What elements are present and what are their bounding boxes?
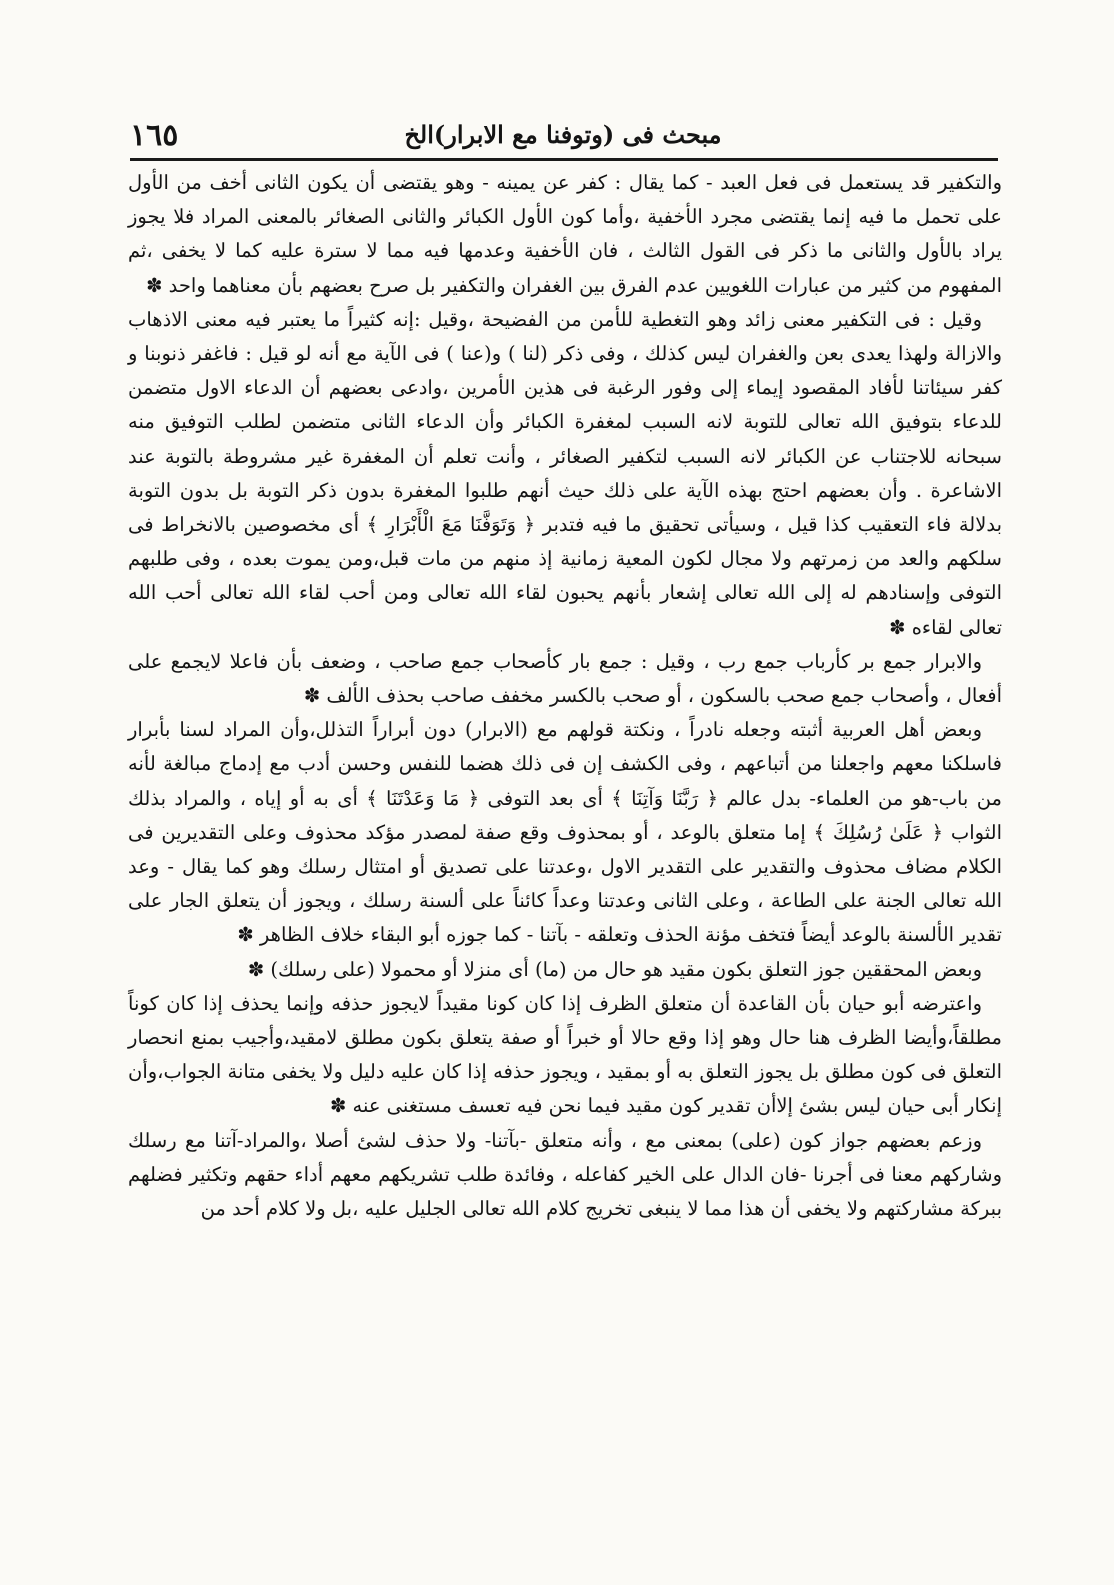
running-title: مبحث فى (وتوفنا مع الابرار)الخ bbox=[404, 120, 722, 149]
page-number: ١٦٥ bbox=[130, 118, 179, 153]
paragraph: واعترضه أبو حيان بأن القاعدة أن متعلق الظرف إذا كان كونا مقيداً لايجوز حذفه وإنما يحذف إذا كان كوناً مطلقاً،وأيضا الظرف هنا حال وهو إذا وقع حالا أو خبراً أو صفة يتعلق بكون مطلق لامقيد،وأجيب بمنع انحصار التعلق فى كون مطلق بل يجوز التعلق به أو بمقيد ، ويجوز حذفه إذا كان عليه دليل ولا يخفى متانة الجواب،وأن إنكار أبى حيان ليس بشئ إلاأن تقدير كون مقيد فيما نحن فيه تعسف مستغنى عنه ✽ bbox=[128, 991, 1002, 1118]
paragraph: وزعم بعضهم جواز كون (على) بمعنى مع ، وأنه متعلق -بآتنا- ولا حذف لشئ أصلا ،والمراد-آتنا مع رسلك وشاركهم معنا فى أجرنا -فان الدال على الخير كفاعله ، وفائدة طلب تشريكهم معهم أداء حقهم وتكثير فضلهم ببركة مشاركتهم ولا يخفى أن هذا مما لا ينبغى تخريج كلام الله تعالى الجليل عليه ،بل ولا كلام أحد من bbox=[128, 1128, 1002, 1221]
paragraph: والتكفير قد يستعمل فى فعل العبد - كما يقال : كفر عن يمينه - وهو يقتضى أن يكون الثانى أخف من الأول على تحمل ما فيه إنما يقتضى مجرد الأخفية ،وأما كون الأول الكبائر والثانى الصغائر بالمعنى المراد فلا يجوز يراد بالأول والثانى ما ذكر فى القول الثالث ، فان الأخفية وعدمها فيه مما لا سترة عليه كما لا يخفى ،ثم المفهوم من كثير من عبارات اللغويين عدم الفرق بين الغفران والتكفير بل صرح بعضهم بأن معناهما واحد ✽ bbox=[128, 171, 1002, 297]
body-text bbox=[128, 166, 1002, 1226]
paragraph: وبعض أهل العربية أثبته وجعله نادراً ، ونكتة قولهم مع (الابرار) دون أبراراً التذلل،وأن المراد لسنا بأبرار فاسلكنا معهم واجعلنا من أتباعهم ، وفى الكشف إن فى ذلك هضما للنفس وحسن أدب مع إدماج مبالغة لأنه من باب-هو من العلماء- بدل عالم ﴿ رَبَّنَا وَآتِنَا ﴾ أى بعد التوفى ﴿ مَا وَعَدْتَنَا ﴾ أى به أو إياه ، والمراد بذلك الثواب ﴿ عَلَىٰ رُسُلِكَ ﴾ إما متعلق بالوعد ، أو بمحذوف وقع صفة لمصدر مؤكد محذوف وعلى التقديرين فى الكلام مضاف محذوف والتقدير على التقدير الاول ،وعدتنا على تصديق أو امتثال رسلك وهو كما يقال - وعد الله تعالى الجنة على الطاعة ، وعلى الثانى وعدتنا وعداً كائناً على ألسنة رسلك ، ويجوز أن يتعلق الجار على تقدير الألسنة بالوعد أيضاً فتخف مؤنة الحذف وتعلقه - بآتنا - كما جوزه أبو البقاء خلاف الظاهر ✽ bbox=[128, 718, 1002, 947]
paragraph: والابرار جمع بر كأرباب جمع رب ، وقيل : جمع بار كأصحاب جمع صاحب ، وضعف بأن فاعلا لايجمع على أفعال ، وأصحاب جمع صحب بالسكون ، أو صحب بالكسر مخفف صاحب بحذف الألف ✽ bbox=[128, 649, 1002, 708]
paragraph: وقيل : فى التكفير معنى زائد وهو التغطية للأمن من الفضيحة ،وقيل :إنه كثيراً ما يعتبر فيه معنى الاذهاب والازالة ولهذا يعدى بعن والغفران ليس كذلك ، وفى ذكر (لنا ) و(عنا ) فى الآية مع أنه لو قيل : فاغفر ذنوبنا و كفر سيئاتنا لأفاد المقصود إيماء إلى وفور الرغبة فى هذين الأمرين ،وادعى بعضهم أن الدعاء الاول متضمن للدعاء بتوفيق الله تعالى للتوبة لانه السبب لمغفرة الكبائر وأن الدعاء الثانى متضمن لطلب التوفيق منه سبحانه للاجتناب عن الكبائر لانه السبب لتكفير الصغائر ، وأنت تعلم أن المغفرة غير مشروطة بالتوبة عند الاشاعرة . وأن بعضهم احتج بهذه الآية على ذلك حيث أنهم طلبوا المغفرة بدون ذكر التوبة بل بدون التوبة بدلالة فاء التعقيب كذا قيل ، وسيأتى تحقيق ما فيه فتدبر ﴿ وَتَوَفَّنَا مَعَ الْأَبْرَارِ ﴾ أى مخصوصين بالانخراط فى سلكهم والعد من زمرتهم ولا مجال لكون المعية زمانية إذ منهم من مات قبل،ومن يموت بعده ، وفى طلبهم التوفى وإسنادهم له إلى الله تعالى إشعار بأنهم يحبون لقاء الله تعالى ومن أحب لقاء الله تعالى أحب الله تعالى لقاءه ✽ bbox=[128, 307, 1002, 639]
paragraph: وبعض المحققين جوز التعلق بكون مقيد هو حال من (ما) أى منزلا أو محمولا (على رسلك) ✽ bbox=[247, 957, 982, 981]
header-rule bbox=[130, 158, 998, 161]
page-header bbox=[130, 118, 996, 160]
